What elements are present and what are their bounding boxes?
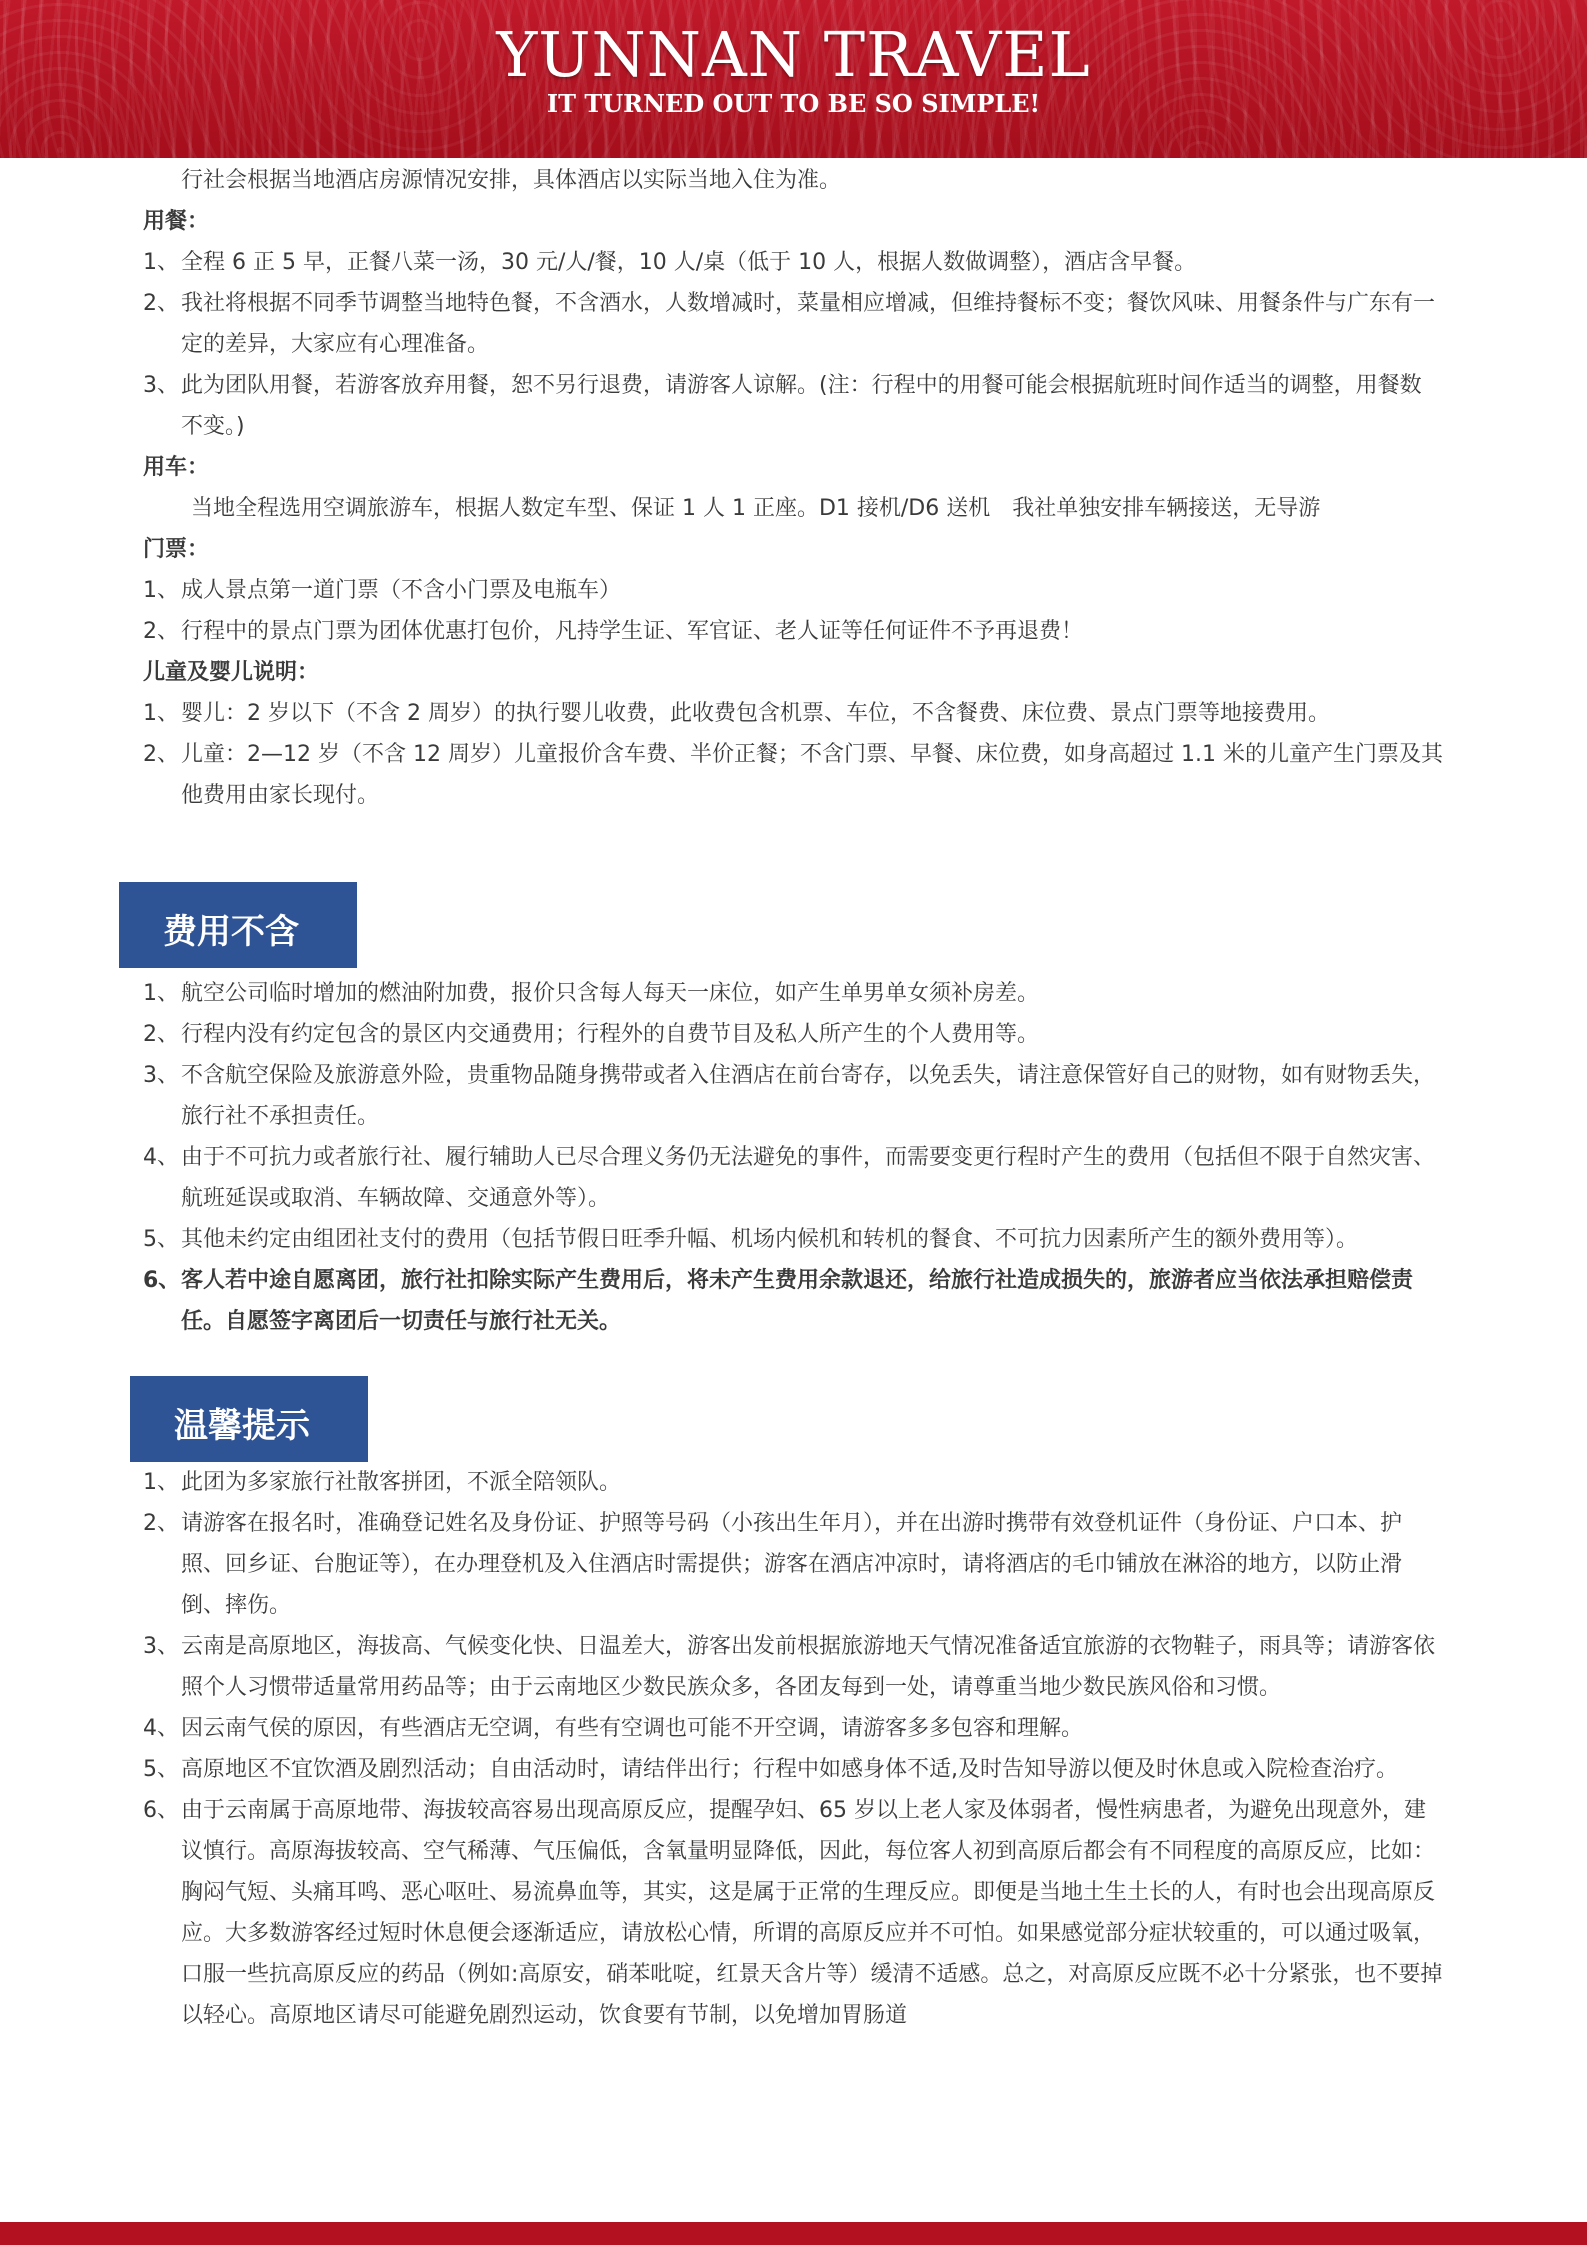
list-item: [143, 365, 1443, 447]
hotel-note: 行社会根据当地酒店房源情况安排，具体酒店以实际当地入住为准。: [181, 168, 842, 193]
item-text: 因云南气侯的原因，有些酒店无空调，有些有空调也可能不开空调，请游客多多包容和理解。: [181, 1716, 1084, 1741]
brand-slogan: IT TURNED OUT TO BE SO SIMPLE!: [546, 89, 1041, 118]
item-text: 其他未约定由组团社支付的费用（包括节假日旺季升幅、机场内候机和转机的餐食、不可抗力因素所产生的额外费用等）。: [181, 1227, 1359, 1252]
page-footer-bar: [0, 2222, 1587, 2245]
section-title-excluded: 费用不含: [119, 882, 357, 968]
item-number: 2、: [143, 742, 179, 767]
item-number: 2、: [143, 619, 179, 644]
item-text: 客人若中途自愿离团，旅行社扣除实际产生费用后，将未产生费用余款退还，给旅行社造成损失的，旅游者应当依法承担赔偿责任。自愿签字离团后一切责任与旅行社无关。: [181, 1268, 1414, 1334]
item-text: 不含航空保险及旅游意外险，贵重物品随身携带或者入住酒店在前台寄存，以免丢失，请注意保管好自己的财物，如有财物丢失，旅行社不承担责任。: [181, 1063, 1436, 1129]
list-item: [143, 570, 1443, 611]
list-item: [143, 1137, 1443, 1219]
item-number: 5、: [143, 1757, 179, 1782]
list-item: [143, 242, 1443, 283]
item-number: 1、: [143, 578, 179, 603]
list-item: [143, 734, 1443, 816]
item-text: 航空公司临时增加的燃油附加费，报价只含每人每天一床位，如产生单男单女须补房差。: [181, 981, 1040, 1006]
list-item: [143, 973, 1443, 1014]
item-number: 1、: [143, 250, 179, 275]
list-item: [143, 1260, 1443, 1342]
list-item: [143, 1790, 1443, 2036]
item-number: 6、: [143, 1798, 179, 1823]
item-text: 全程 6 正 5 早，正餐八菜一汤，30 元/人/餐，10 人/桌（低于 10 人，根据人数做调整），酒店含早餐。: [181, 250, 1197, 275]
item-number: 1、: [143, 701, 179, 726]
page-header-banner: [0, 0, 1587, 158]
item-number: 2、: [143, 291, 179, 316]
item-text: 请游客在报名时，准确登记姓名及身份证、护照等号码（小孩出生年月），并在出游时携带有效登机证件（身份证、户口本、护照、回乡证、台胞证等），在办理登机及入住酒店时需提供；游客在酒店冲凉时，请将酒店的毛巾铺放在淋浴的地方，以防止滑倒、摔伤。: [181, 1511, 1403, 1618]
list-item: [143, 1014, 1443, 1055]
tickets-label: 门票：: [143, 537, 210, 562]
item-number: 4、: [143, 1716, 179, 1741]
item-number: 2、: [143, 1511, 179, 1536]
item-text: 成人景点第一道门票（不含小门票及电瓶车）: [181, 578, 622, 603]
item-number: 5、: [143, 1227, 179, 1252]
item-number: 1、: [143, 981, 179, 1006]
item-text: 儿童：2—12 岁（不含 12 周岁）儿童报价含车费、半价正餐；不含门票、早餐、床位费，如身高超过 1.1 米的儿童产生门票及其他费用由家长现付。: [181, 742, 1443, 808]
brand-title: YUNNAN TRAVEL: [496, 18, 1091, 91]
item-text: 云南是高原地区，海拔高、气候变化快、日温差大，游客出发前根据旅游地天气情况准备适宜旅游的衣物鞋子，雨具等；请游客依照个人习惯带适量常用药品等；由于云南地区少数民族众多，各团友每到一处，请尊重当地少数民族风俗和习惯。: [181, 1634, 1436, 1700]
item-text: 此团为多家旅行社散客拼团，不派全陪领队。: [181, 1470, 622, 1495]
list-item: [143, 1219, 1443, 1260]
item-text: 由于云南属于高原地带、海拔较高容易出现高原反应，提醒孕妇、65 岁以上老人家及体弱者，慢性病患者，为避免出现意外，建议慎行。高原海拔较高、空气稀薄、气压偏低，含氧量明显降低，因此，每位客人初到高原后都会有不同程度的高原反应，比如：胸闷气短、头痛耳鸣、恶心呕吐、易流鼻血等，其实，这是属于正常的生理反应。即便是当地土生土长的人，有时也会出现高原反应。大多数游客经过短时休息便会逐渐适应，请放松心情，所谓的高原反应并不可怕。如果感觉部分症状较重的，可以通过吸氧，口服一些抗高原反应的药品（例如:高原安，硝苯吡啶，红景天含片等）缓清不适感。总之，对高原反应既不必十分紧张，也不要掉以轻心。高原地区请尽可能避免剧烈运动，饮食要有节制，以免增加胃肠道: [181, 1798, 1443, 2028]
vehicle-text: 当地全程选用空调旅游车，根据人数定车型、保证 1 人 1 正座。D1 接机/D6 送机 我社单独安排车辆接送，无导游: [191, 496, 1321, 521]
list-item: [143, 1462, 1443, 1503]
vehicle-label: 用车：: [143, 455, 210, 480]
item-number: 3、: [143, 373, 179, 398]
item-text: 行程内没有约定包含的景区内交通费用；行程外的自费节目及私人所产生的个人费用等。: [181, 1022, 1040, 1047]
item-number: 6、: [143, 1268, 181, 1293]
item-number: 1、: [143, 1470, 179, 1495]
list-item: [143, 611, 1443, 652]
item-text: 婴儿：2 岁以下（不含 2 周岁）的执行婴儿收费，此收费包含机票、车位，不含餐费、床位费、景点门票等地接费用。: [181, 701, 1330, 726]
item-number: 3、: [143, 1634, 179, 1659]
item-text: 高原地区不宜饮酒及剧烈活动；自由活动时，请结伴出行；行程中如感身体不适,及时告知导游以便及时休息或入院检查治疗。: [181, 1757, 1398, 1782]
list-item: [143, 693, 1443, 734]
children-label: 儿童及婴儿说明：: [143, 660, 320, 685]
item-text: 我社将根据不同季节调整当地特色餐，不含酒水，人数增减时，菜量相应增减，但维持餐标不变；餐饮风味、用餐条件与广东有一定的差异，大家应有心理准备。: [181, 291, 1436, 357]
list-item: [143, 283, 1443, 365]
list-item: [143, 1708, 1443, 1749]
item-text: 此为团队用餐，若游客放弃用餐，恕不另行退费，请游客人谅解。(注：行程中的用餐可能会根据航班时间作适当的调整，用餐数不变。): [181, 373, 1422, 439]
item-number: 2、: [143, 1022, 179, 1047]
list-item: [143, 1626, 1443, 1708]
item-text: 行程中的景点门票为团体优惠打包价，凡持学生证、军官证、老人证等任何证件不予再退费！: [181, 619, 1084, 644]
meals-label: 用餐：: [143, 209, 210, 234]
list-item: [143, 1749, 1443, 1790]
list-item: [143, 1503, 1443, 1626]
item-text: 由于不可抗力或者旅行社、履行辅助人已尽合理义务仍无法避免的事件，而需要变更行程时产生的费用（包括但不限于自然灾害、航班延误或取消、车辆故障、交通意外等）。: [181, 1145, 1436, 1211]
list-item: [143, 1055, 1443, 1137]
document-body: [143, 160, 1443, 2036]
section-title-tips: 温馨提示: [130, 1376, 368, 1462]
item-number: 3、: [143, 1063, 179, 1088]
item-number: 4、: [143, 1145, 179, 1170]
